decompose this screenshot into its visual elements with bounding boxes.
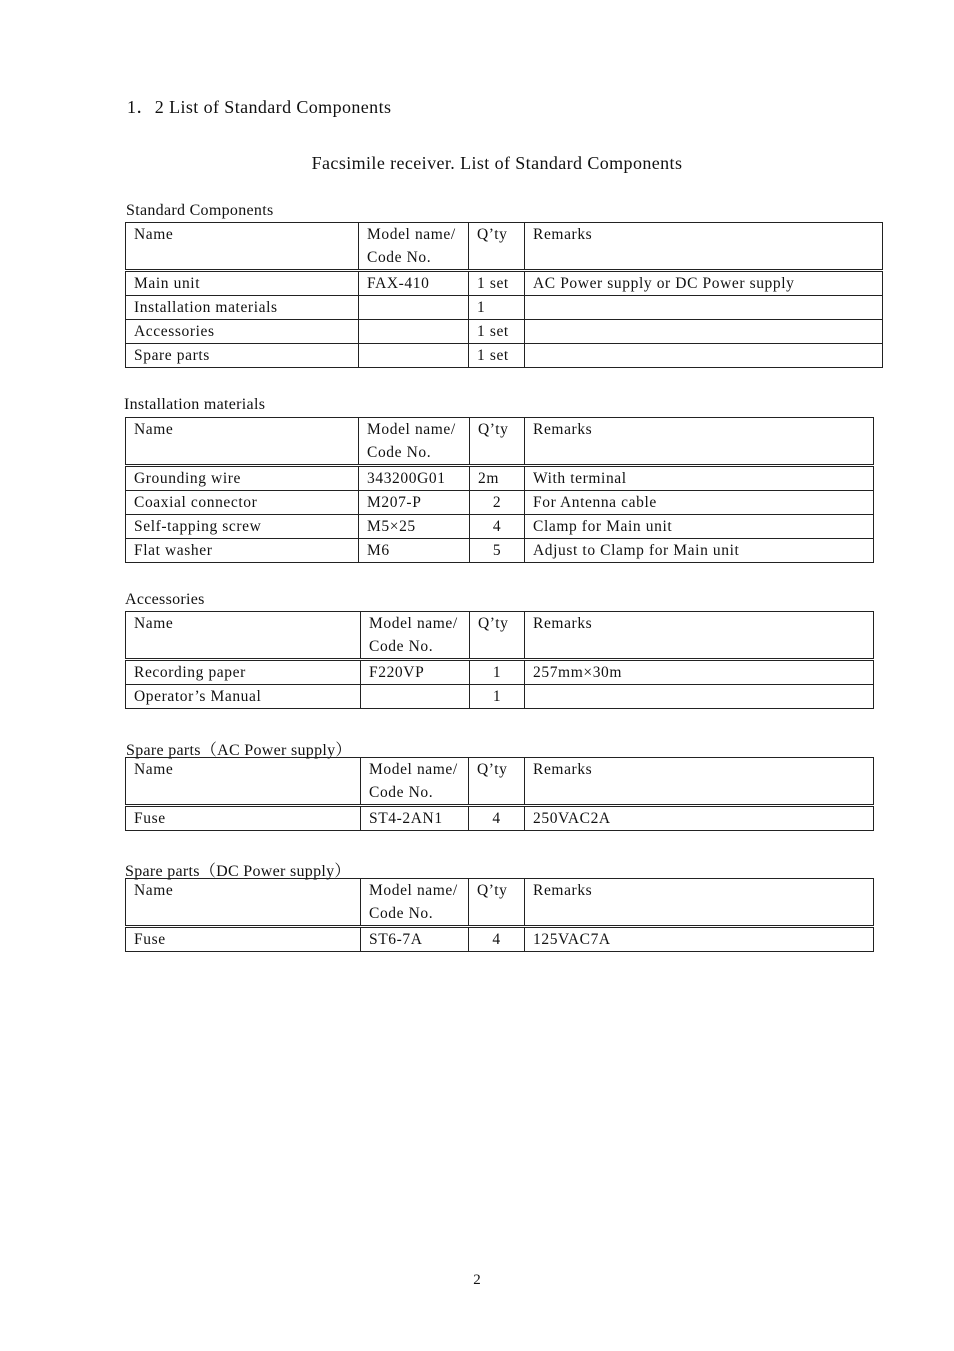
table-row bbox=[126, 806, 874, 831]
cell-model bbox=[361, 685, 470, 709]
page-number: 2 bbox=[473, 1272, 481, 1288]
standard-components-table bbox=[125, 222, 883, 368]
cell-remarks: Adjust to Clamp for Main unit bbox=[525, 539, 874, 563]
table-row bbox=[126, 685, 874, 709]
cell-remarks: With terminal bbox=[525, 466, 874, 491]
table-row bbox=[126, 491, 874, 515]
cell-qty: 4 bbox=[469, 927, 525, 952]
cell-name: Fuse bbox=[126, 927, 361, 952]
document-title: Facsimile receiver. List of Standard Components bbox=[311, 153, 683, 173]
standard-components-caption: Standard Components bbox=[126, 202, 274, 219]
cell-model: F220VP bbox=[361, 660, 470, 685]
cell-remarks: 125VAC7A bbox=[525, 927, 874, 952]
cell-remarks: 250VAC2A bbox=[525, 806, 874, 831]
cell-name: Coaxial connector bbox=[126, 491, 359, 515]
table-header-row bbox=[126, 418, 874, 466]
table-header-row bbox=[126, 879, 874, 927]
header-remarks: Remarks bbox=[525, 223, 883, 271]
header-name: Name bbox=[126, 418, 359, 466]
cell-name: Spare parts bbox=[126, 344, 359, 368]
cell-remarks: AC Power supply or DC Power supply bbox=[525, 271, 883, 296]
table-row bbox=[126, 539, 874, 563]
accessories-caption: Accessories bbox=[125, 591, 205, 608]
cell-model: FAX-410 bbox=[359, 271, 469, 296]
cell-remarks bbox=[525, 685, 874, 709]
cell-name: Main unit bbox=[126, 271, 359, 296]
cell-qty: 4 bbox=[469, 806, 525, 831]
cell-name: Installation materials bbox=[126, 296, 359, 320]
header-remarks: Remarks bbox=[525, 758, 874, 806]
accessories-table bbox=[125, 611, 874, 709]
header-model: Model name/Code No. bbox=[361, 879, 469, 927]
cell-name: Recording paper bbox=[126, 660, 361, 685]
spare-parts-ac-caption: Spare parts（AC Power supply） bbox=[126, 742, 352, 759]
header-name: Name bbox=[126, 612, 361, 660]
cell-name: Grounding wire bbox=[126, 466, 359, 491]
cell-remarks bbox=[525, 320, 883, 344]
cell-model bbox=[359, 344, 469, 368]
table-row bbox=[126, 927, 874, 952]
cell-qty: 1 bbox=[469, 296, 525, 320]
cell-remarks: For Antenna cable bbox=[525, 491, 874, 515]
cell-qty: 1 bbox=[470, 685, 525, 709]
table-row bbox=[126, 515, 874, 539]
cell-qty: 1 set bbox=[469, 271, 525, 296]
header-qty: Q’ty bbox=[469, 879, 525, 927]
spare-parts-dc-caption: Spare parts（DC Power supply） bbox=[125, 863, 351, 880]
table-header-row bbox=[126, 612, 874, 660]
cell-model: ST4-2AN1 bbox=[361, 806, 469, 831]
cell-name: Operator’s Manual bbox=[126, 685, 361, 709]
cell-qty: 2 bbox=[470, 491, 525, 515]
cell-qty: 2m bbox=[470, 466, 525, 491]
cell-name: Accessories bbox=[126, 320, 359, 344]
cell-remarks bbox=[525, 344, 883, 368]
table-header-row bbox=[126, 758, 874, 806]
cell-model: M6 bbox=[359, 539, 470, 563]
cell-model: M207-P bbox=[359, 491, 470, 515]
table-row bbox=[126, 296, 883, 320]
cell-model: 343200G01 bbox=[359, 466, 470, 491]
cell-model: M5×25 bbox=[359, 515, 470, 539]
cell-remarks: Clamp for Main unit bbox=[525, 515, 874, 539]
installation-materials-table bbox=[125, 417, 874, 563]
spare-parts-ac-table bbox=[125, 757, 874, 831]
header-qty: Q’ty bbox=[470, 418, 525, 466]
header-qty: Q’ty bbox=[469, 223, 525, 271]
table-row bbox=[126, 466, 874, 491]
header-remarks: Remarks bbox=[525, 418, 874, 466]
cell-remarks: 257mm×30m bbox=[525, 660, 874, 685]
header-remarks: Remarks bbox=[525, 879, 874, 927]
installation-materials-caption: Installation materials bbox=[124, 396, 266, 413]
table-header-row bbox=[126, 223, 883, 271]
section-heading: 1．2 List of Standard Components bbox=[127, 97, 392, 117]
table-row bbox=[126, 660, 874, 685]
cell-qty: 5 bbox=[470, 539, 525, 563]
spare-parts-dc-table bbox=[125, 878, 874, 952]
cell-model bbox=[359, 320, 469, 344]
header-model: Model name/Code No. bbox=[359, 223, 469, 271]
header-name: Name bbox=[126, 223, 359, 271]
cell-name: Fuse bbox=[126, 806, 361, 831]
header-remarks: Remarks bbox=[525, 612, 874, 660]
header-name: Name bbox=[126, 758, 361, 806]
table-row bbox=[126, 320, 883, 344]
header-model: Model name/Code No. bbox=[359, 418, 470, 466]
header-model: Model name/Code No. bbox=[361, 612, 470, 660]
cell-name: Flat washer bbox=[126, 539, 359, 563]
cell-qty: 1 set bbox=[469, 344, 525, 368]
cell-model: ST6-7A bbox=[361, 927, 469, 952]
cell-qty: 1 bbox=[470, 660, 525, 685]
header-model: Model name/Code No. bbox=[361, 758, 469, 806]
cell-name: Self-tapping screw bbox=[126, 515, 359, 539]
cell-model bbox=[359, 296, 469, 320]
header-name: Name bbox=[126, 879, 361, 927]
cell-qty: 4 bbox=[470, 515, 525, 539]
cell-qty: 1 set bbox=[469, 320, 525, 344]
header-qty: Q’ty bbox=[470, 612, 525, 660]
table-row bbox=[126, 344, 883, 368]
cell-remarks bbox=[525, 296, 883, 320]
table-row bbox=[126, 271, 883, 296]
header-qty: Q’ty bbox=[469, 758, 525, 806]
